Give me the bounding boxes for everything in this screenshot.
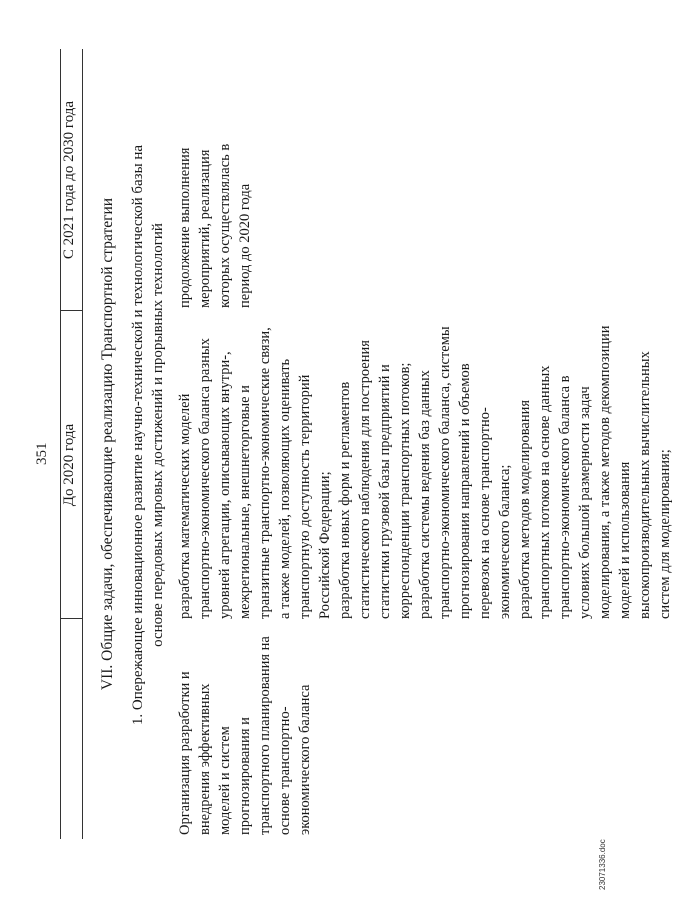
measure-item: разработка системы ведения баз данных транспортно-экономического баланса, системы прогнозирования направлений и объемов перевозок на основе транспортно-экономического баланса; bbox=[417, 326, 513, 619]
column-header-until-2020: До 2020 года bbox=[61, 423, 77, 507]
until-2020-cell bbox=[175, 319, 675, 619]
measure-item: разработка новых форм и регламентов статистического наблюдения для построения статистики грузовой базы предприятий и корреспонденции транспортных потоков; bbox=[337, 340, 413, 619]
subsection-title: 1. Опережающее инновационное развитие научно-технической и технологической базы на основе передовых мировых достижений и прорывных технологий bbox=[130, 144, 166, 726]
measure-item: разработка математических моделей транспортно-экономического баланса разных уровней агрегации, описывающих внутри-, межрегиональные, внешнеторговые и транзитные транспортно-экономические связи, а также моделей, позволяющих оценивать транспортную доступность территорий Российской Федерации; bbox=[177, 327, 333, 619]
document-code: 23071336.doc bbox=[598, 839, 607, 890]
column-header-2021-2030: С 2021 года до 2030 года bbox=[61, 100, 77, 260]
until-2030-cell: продолжение выполнения мероприятий, реализация которых осуществлялась в период до 2020 года bbox=[177, 143, 253, 308]
page-number: 351 bbox=[34, 442, 50, 465]
section-title: VII. Общие задачи, обеспечивающие реализацию Транспортной стратегии bbox=[99, 197, 116, 691]
task-cell: Организация разработки и внедрения эффективных моделей и систем прогнозирования и транспортного планирования на основе транспортно-экономического баланса bbox=[177, 636, 313, 835]
header-bottom-rule bbox=[82, 49, 83, 839]
measure-item: разработка методов моделирования транспортных потоков на основе данных транспортно-экономического баланса в условиях большой размерности задач моделирования, а также методов декомпозиции моделей и использования высокопроизводительных вычислительных систем для моделирования; bbox=[517, 325, 673, 619]
